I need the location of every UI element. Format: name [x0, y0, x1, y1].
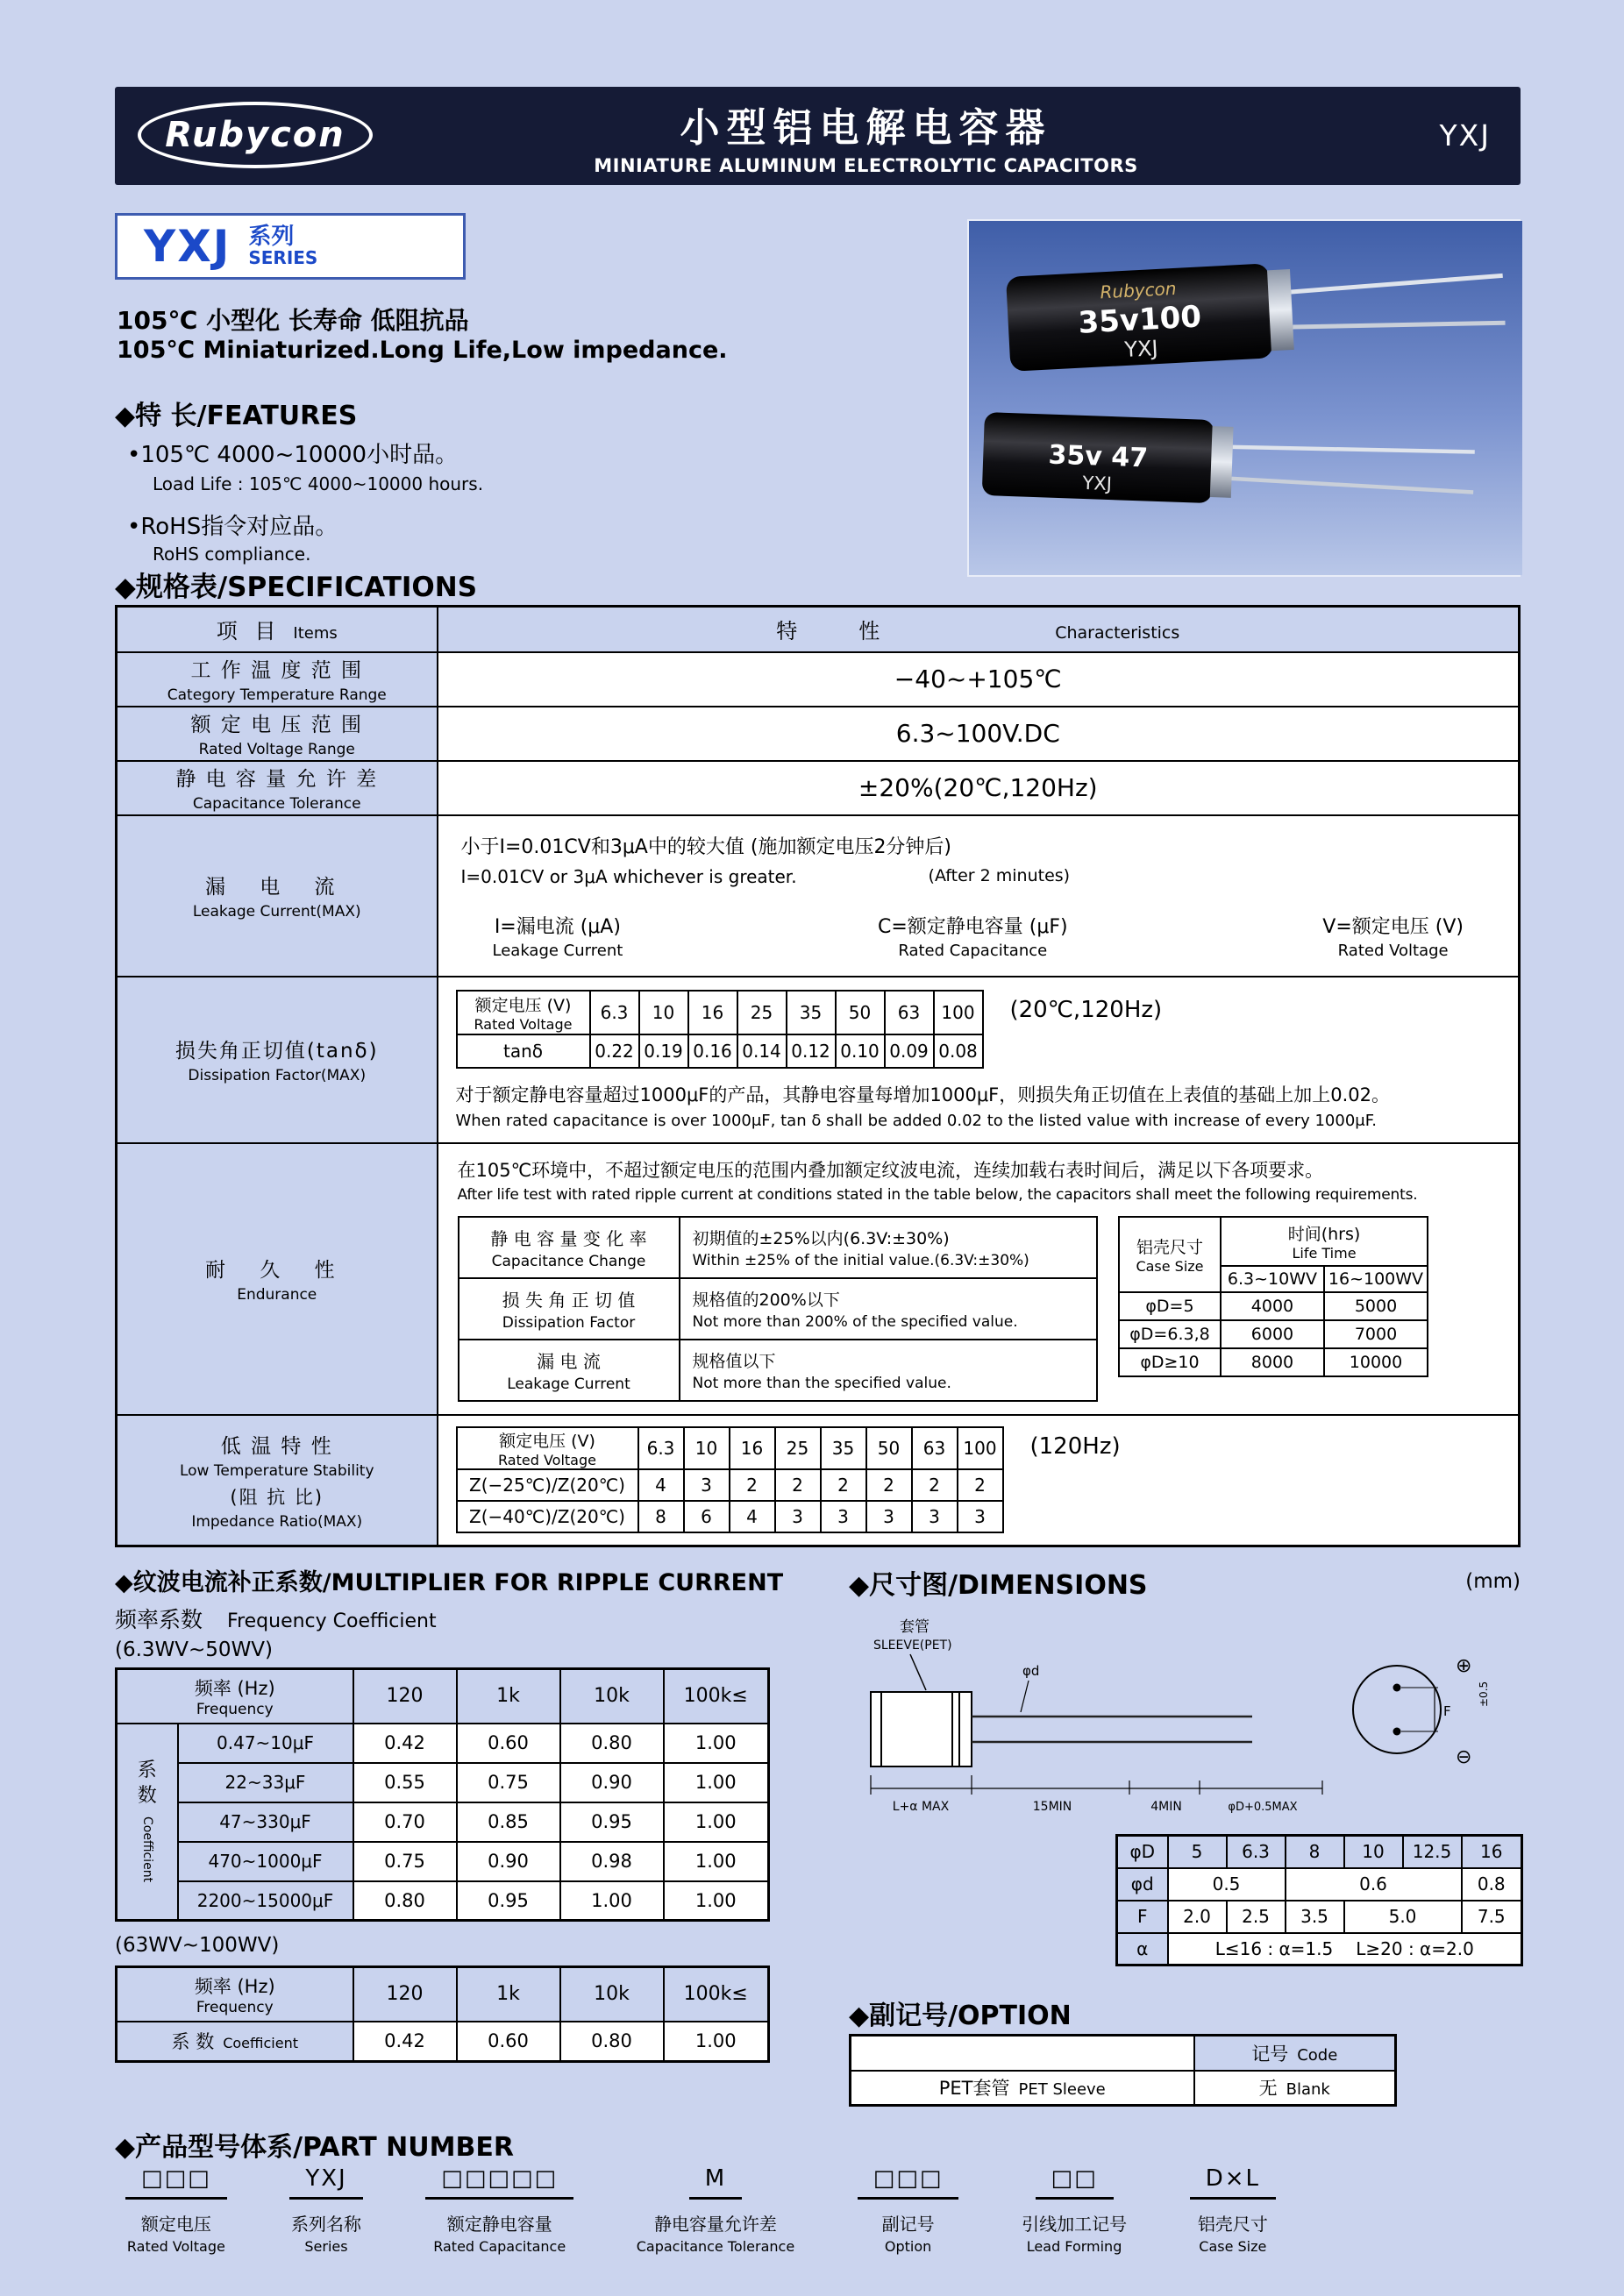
dmax-label: φD+0.5MAX: [1228, 1801, 1298, 1814]
spec-heading: ◆规格表/SPECIFICATIONS: [115, 572, 478, 603]
value-cell: 5: [1168, 1836, 1227, 1868]
value-cell: 0.90: [560, 1763, 664, 1802]
tan-delta-condition: (20℃,120Hz): [1009, 996, 1163, 1023]
value-cell: 1.00: [664, 1802, 769, 1842]
value-cell: 6.3~10WV: [1221, 1266, 1324, 1292]
value-cell: 100k≤: [664, 1967, 769, 2022]
value-cell: 0.10: [836, 1034, 885, 1068]
value-cell: 35: [787, 991, 836, 1034]
value-cell: 100: [934, 991, 983, 1034]
value-cell: 2: [821, 1469, 866, 1501]
value-cell: 3: [866, 1501, 912, 1532]
life-time-header: 时间(hrs) Life Time: [1221, 1217, 1428, 1266]
cap1-series-text: YXJ: [1123, 336, 1159, 363]
value-cell: 0.85: [457, 1802, 560, 1842]
spec-header-row: [117, 607, 1520, 652]
value-cell: 0.70: [353, 1802, 457, 1842]
value-cell: 1k: [457, 1967, 560, 2022]
life-row: φD≥10 8000 10000: [1119, 1348, 1428, 1376]
value-cell: 2: [775, 1469, 821, 1501]
row-label: 漏 电 流 Leakage Current(MAX): [117, 815, 438, 977]
value-cell: 10: [684, 1427, 730, 1469]
part-segment-voltage: □□□ 额定电压 Rated Voltage: [126, 2165, 225, 2255]
leakage-formula-legend: I=漏电流 (μA) Leakage Current C=额定静电容量 (μF) Rated Capacitance V=额定电压 (V) Rated Voltage: [492, 915, 1464, 960]
value-cell: 100: [958, 1427, 1003, 1469]
criteria-row: 漏 电 流 Leakage Current 规格值以下 Not more than the specified value.: [459, 1340, 1097, 1401]
pet-sleeve-cell: PET套管 PET Sleeve: [851, 2071, 1194, 2106]
lead15-label: 15MIN: [1032, 1800, 1072, 1814]
ripple2-row: [117, 2022, 769, 2062]
cap1-brand-text: Rubycon: [1099, 277, 1178, 303]
value-cell: 0.42: [353, 1724, 457, 1763]
low-temperature-content: [438, 1415, 1520, 1546]
capacitor-photo-illustration: [969, 221, 1522, 575]
value-cell: 63: [885, 991, 934, 1034]
temperature-range-value: −40~+105℃: [438, 652, 1520, 707]
series-name: YXJ: [144, 221, 231, 272]
feature-2-en: RoHS compliance.: [153, 544, 311, 565]
life-row: φD=6.3,8 6000 7000: [1119, 1320, 1428, 1348]
tolerance-label: ±0.5: [1478, 1681, 1490, 1707]
value-cell: 12.5: [1403, 1836, 1462, 1868]
value-cell: 3: [821, 1501, 866, 1532]
cap2-value-text: 35v 47: [1047, 439, 1149, 474]
header-titles: [395, 96, 1336, 176]
value-cell: 6.3: [1227, 1836, 1286, 1868]
value-cell: 8: [1286, 1836, 1344, 1868]
ripple-row: 系 数 Coefficient 0.47~10μF 0.42 0.60 0.80 1.00: [117, 1724, 769, 1763]
series-sub: 系列 SERIES: [248, 223, 318, 269]
value-cell: 1k: [457, 1669, 560, 1724]
specifications-table: [115, 605, 1521, 1547]
blank-cell: 无 Blank: [1194, 2071, 1396, 2106]
feature-1-en: Load Life : 105℃ 4000~10000 hours.: [153, 473, 484, 494]
value-cell: 6.3: [638, 1427, 684, 1469]
dimensions-diagram: [849, 1609, 1521, 1828]
ripple-row: 22~33μF 0.55 0.75 0.90 1.00: [117, 1763, 769, 1802]
value-cell: 1.00: [664, 1724, 769, 1763]
part-number-row: [125, 2165, 1276, 2255]
tan-delta-label-cell: tanδ: [457, 1034, 590, 1068]
row-leakage-current: [117, 815, 1520, 977]
value-cell: 7000: [1324, 1320, 1428, 1348]
value-cell: 2: [730, 1469, 775, 1501]
row-label: 耐 久 性 Endurance: [117, 1143, 438, 1415]
value-cell: 3: [684, 1469, 730, 1501]
value-cell: 0.14: [737, 1034, 787, 1068]
feature-2-cn: •RoHS指令对应品。: [127, 514, 338, 540]
voltage-header-cell: 额定电压 (V) Rated Voltage: [457, 1427, 638, 1469]
value-cell: 16: [1462, 1836, 1522, 1868]
value-cell: 0.90: [457, 1842, 560, 1881]
product-photo: [967, 219, 1521, 577]
value-cell: 3: [775, 1501, 821, 1532]
dimensions-heading: ◆尺寸图/DIMENSIONS: [849, 1570, 1148, 1601]
voltage-header-cell: 额定电压 (V) Rated Voltage: [457, 991, 590, 1034]
part-segment-case-size: D×L 铝壳尺寸 Case Size: [1190, 2165, 1276, 2255]
value-cell: 16~100WV: [1324, 1266, 1428, 1292]
value-cell: 0.75: [457, 1763, 560, 1802]
value-cell: 2: [958, 1469, 1003, 1501]
criteria-row: 静 电 容 量 变 化 率 Capacitance Change 初期值的±25%以内(6.3V:±30%) Within ±25% of the initial value.(6.3V:±30%): [459, 1217, 1097, 1278]
value-cell: 1.00: [664, 2022, 769, 2062]
coefficient-label: 系 数 Coefficient: [117, 2022, 353, 2062]
value-cell: 2: [912, 1469, 958, 1501]
criteria-row: 损 失 角 正 切 值 Dissipation Factor 规格值的200%以下 Not more than 200% of the specified value.: [459, 1278, 1097, 1340]
value-cell: 0.60: [457, 1724, 560, 1763]
cap2-series-text: YXJ: [1082, 472, 1113, 495]
row-label: 工 作 温 度 范 围 Category Temperature Range: [117, 652, 438, 707]
row-capacitance-tolerance: [117, 761, 1520, 815]
ripple-subheading: 频率系数 Frequency Coefficient: [115, 1607, 437, 1632]
sleeve-label-cn: 套管: [900, 1618, 930, 1636]
ripple-table-2: [115, 1965, 770, 2063]
row-low-temperature: [117, 1415, 1520, 1546]
row-label: 额 定 电 压 范 围 Rated Voltage Range: [117, 707, 438, 761]
value-cell: 0.42: [353, 2022, 457, 2062]
lead4-label: 4MIN: [1150, 1800, 1182, 1814]
ripple-heading: ◆纹波电流补正系数/MULTIPLIER FOR RIPPLE CURRENT: [115, 1569, 784, 1596]
cap1-value-text: 35v100: [1077, 299, 1202, 341]
dims-alpha-row: α L≤16 : α=1.5 L≥20 : α=2.0: [1117, 1933, 1522, 1965]
value-cell: 63: [912, 1427, 958, 1469]
value-cell: 120: [353, 1669, 457, 1724]
value-cell: 4000: [1221, 1292, 1324, 1320]
value-cell: 0.75: [353, 1842, 457, 1881]
plus-mark: ⊕: [1456, 1655, 1472, 1677]
value-cell: 50: [836, 991, 885, 1034]
value-cell: 6: [684, 1501, 730, 1532]
leakage-current-content: 小于I=0.01CV和3μA中的较大值 (施加额定电压2分钟后) I=0.01CV or 3μA whichever is greater. (After 2 minutes) I=漏电流 (μA) Leakage Current C=额定静电容量 (μF) Rated Capacitance V=额定电压 (V) Rated Voltage: [438, 815, 1520, 977]
value-cell: 16: [688, 991, 737, 1034]
row-dissipation-factor: [117, 977, 1520, 1143]
value-cell: 25: [737, 991, 787, 1034]
intro-en: 105℃ Miniaturized.Long Life,Low impedance.: [117, 337, 728, 364]
value-cell: 10: [639, 991, 688, 1034]
dimensions-unit: (mm): [1465, 1570, 1521, 1593]
ripple-row: 2200~15000μF 0.80 0.95 1.00 1.00: [117, 1881, 769, 1921]
sleeve-label-en: SLEEVE(PET): [873, 1638, 952, 1653]
intro-cn: 105℃ 小型化 长寿命 低阻抗品: [117, 306, 469, 335]
life-header-row: [1119, 1217, 1428, 1266]
option-header-row: [851, 2036, 1396, 2071]
feature-1-cn: •105℃ 4000~10000小时品。: [127, 442, 459, 468]
title-en: MINIATURE ALUMINUM ELECTROLYTIC CAPACITORS: [594, 155, 1138, 176]
capacitance-tolerance-value: ±20%(20℃,120Hz): [438, 761, 1520, 815]
ripple-row: 47~330μF 0.70 0.85 0.95 1.00: [117, 1802, 769, 1842]
value-cell: 0.98: [560, 1842, 664, 1881]
value-cell: 0.80: [560, 2022, 664, 2062]
endurance-life-table: [1118, 1216, 1428, 1377]
code-header-cell: 记号 Code: [1194, 2036, 1396, 2071]
voltage-range-value: 6.3~100V.DC: [438, 707, 1520, 761]
part-segment-tolerance: M 静电容量允许差 Capacitance Tolerance: [636, 2165, 795, 2255]
length-label: L+α MAX: [892, 1800, 950, 1814]
value-cell: 5000: [1324, 1292, 1428, 1320]
impedance-voltage-row: [457, 1427, 1003, 1469]
ripple-range-1: (6.3WV~50WV): [115, 1638, 274, 1661]
value-cell: 3: [912, 1501, 958, 1532]
tan-delta-table: [456, 990, 984, 1069]
phid-label: φd: [1022, 1663, 1040, 1679]
row-temperature-range: [117, 652, 1520, 707]
value-cell: 2: [866, 1469, 912, 1501]
option-heading: ◆副记号/OPTION: [849, 2001, 1072, 2031]
row-label: 静 电 容 量 允 许 差 Capacitance Tolerance: [117, 761, 438, 815]
value-cell: 10000: [1324, 1348, 1428, 1376]
value-cell: 35: [821, 1427, 866, 1469]
value-cell: 0.12: [787, 1034, 836, 1068]
row-label: 损失角正切值(tanδ) Dissipation Factor(MAX): [117, 977, 438, 1143]
impedance-z25-row: Z(−25℃)/Z(20℃) 4 3 2 2 2 2 2 2: [457, 1469, 1003, 1501]
part-number-heading: ◆产品型号体系/PART NUMBER: [115, 2132, 514, 2163]
value-cell: 0.19: [639, 1034, 688, 1068]
dims-d-row: φD 5 6.3 8 10 12.5 16: [1117, 1836, 1522, 1868]
impedance-z40-row: Z(−40℃)/Z(20℃) 8 6 4 3 3 3 3 3: [457, 1501, 1003, 1532]
value-cell: 25: [775, 1427, 821, 1469]
value-cell: 1.00: [560, 1881, 664, 1921]
value-cell: 1.00: [664, 1842, 769, 1881]
value-cell: 4: [730, 1501, 775, 1532]
frequency-header: 频率 (Hz) Frequency: [117, 1967, 353, 2022]
ripple2-header-row: [117, 1967, 769, 2022]
impedance-ratio-table: [456, 1426, 1004, 1533]
endurance-content: 在105℃环境中，不超过额定电压的范围内叠加额定纹波电流，连续加载右表时间后，满足以下各项要求。 After life test with rated ripple current at conditions stated in the table below, the capacitors shall meet the following requirements. 静 电 容 量 变 化 率 Capacitance Change 初期值的±25%以内(6.3V:±30%) Within ±25% of the initial value.(6.3V:±30%) 损 失 角 正 切 值 Dissipation Factor 规格值的200%以下 Not more than 200% of the specified value. 漏 电 流 Leakage Current 规格值以下 Not more than the specified value. 铝壳尺寸 Case Size 时间(hrs) Life Time 6.3~10WV 16~100WV φD=5 4000 5000 φD=6.3,8 6000 7000 φD≥10 8000 10000: [438, 1143, 1520, 1415]
ripple-table-1: [115, 1667, 770, 1922]
value-cell: 1.00: [664, 1763, 769, 1802]
value-cell: 0.95: [560, 1802, 664, 1842]
ripple-row: 470~1000μF 0.75 0.90 0.98 1.00: [117, 1842, 769, 1881]
title-cn: 小型铝电解电容器: [680, 104, 1052, 151]
case-size-header: 铝壳尺寸 Case Size: [1119, 1217, 1221, 1292]
row-endurance: [117, 1143, 1520, 1415]
value-cell: 6.3: [590, 991, 639, 1034]
f-label: F: [1443, 1703, 1451, 1719]
value-cell: 50: [866, 1427, 912, 1469]
value-cell: 6000: [1221, 1320, 1324, 1348]
option-table: [849, 2034, 1397, 2107]
dims-phid-row: φd 0.5 0.6 0.8: [1117, 1868, 1522, 1901]
header-bar: [115, 87, 1521, 185]
value-cell: 8: [638, 1501, 684, 1532]
dissipation-factor-content: 额定电压 (V) Rated Voltage 6.3 10 16 25 35 50 63 100 tanδ 0.22 0.19 0.16 0.14 0.12 0.10 0.09 0.08 (20℃,120Hz) 对于额定静电容量超过1000μF的产品，其静电容量每增加1000μF，则损失角正切值在上表值的基础上加上0.02。 When rated capacitance is over 1000μF, tan δ shall be added 0.02 to the listed value with increase of every 1000μF.: [438, 977, 1520, 1143]
value-cell: 10k: [560, 1967, 664, 2022]
value-cell: 4: [638, 1469, 684, 1501]
series-box: [115, 213, 466, 280]
features-heading: ◆特 长/FEATURES: [115, 401, 358, 431]
value-cell: 0.09: [885, 1034, 934, 1068]
value-cell: 120: [353, 1967, 457, 2022]
ripple-range-2: (63WV~100WV): [115, 1934, 280, 1957]
option-row: [851, 2071, 1396, 2106]
value-cell: 3: [958, 1501, 1003, 1532]
dims-f-row: F 2.0 2.5 3.5 5.0 7.5: [1117, 1901, 1522, 1933]
rubycon-logo: Rubycon: [138, 102, 373, 168]
part-segment-lead-forming: □□ 引线加工记号 Lead Forming: [1022, 2165, 1128, 2255]
value-cell: 0.08: [934, 1034, 983, 1068]
value-cell: 1.00: [664, 1881, 769, 1921]
value-cell: 16: [730, 1427, 775, 1469]
value-cell: 0.60: [457, 2022, 560, 2062]
row-voltage-range: [117, 707, 1520, 761]
series-code: YXJ: [1439, 118, 1491, 153]
life-row: φD=5 4000 5000: [1119, 1292, 1428, 1320]
value-cell: 0.22: [590, 1034, 639, 1068]
part-segment-option: □□□ 副记号 Option: [858, 2165, 959, 2255]
tan-delta-voltage-row: [457, 991, 983, 1034]
minus-mark: ⊖: [1456, 1746, 1472, 1768]
option-empty-cell: [851, 2036, 1194, 2071]
row-label: 低 温 特 性 Low Temperature Stability (阻 抗 比) Impedance Ratio(MAX): [117, 1415, 438, 1546]
value-cell: 8000: [1221, 1348, 1324, 1376]
value-cell: 0.55: [353, 1763, 457, 1802]
coefficient-vertical-label: 系 数 Coefficient: [117, 1724, 178, 1921]
part-segment-series: YXJ 系列名称 Series: [291, 2165, 361, 2255]
impedance-condition: (120Hz): [1029, 1433, 1121, 1461]
part-segment-capacitance: □□□□□ 额定静电容量 Rated Capacitance: [425, 2165, 573, 2255]
items-header: 项 目 Items: [117, 607, 438, 652]
tan-delta-value-row: [457, 1034, 983, 1068]
ripple-header-row: [117, 1669, 769, 1724]
value-cell: 0.16: [688, 1034, 737, 1068]
value-cell: 10: [1344, 1836, 1403, 1868]
value-cell: 100k≤: [664, 1669, 769, 1724]
dimensions-table: [1115, 1834, 1523, 1966]
value-cell: 0.80: [560, 1724, 664, 1763]
frequency-header: 频率 (Hz) Frequency: [117, 1669, 353, 1724]
value-cell: 0.95: [457, 1881, 560, 1921]
value-cell: 0.80: [353, 1881, 457, 1921]
endurance-criteria-table: [458, 1216, 1098, 1402]
characteristics-header: 特 性 Characteristics: [438, 607, 1520, 652]
value-cell: 10k: [560, 1669, 664, 1724]
